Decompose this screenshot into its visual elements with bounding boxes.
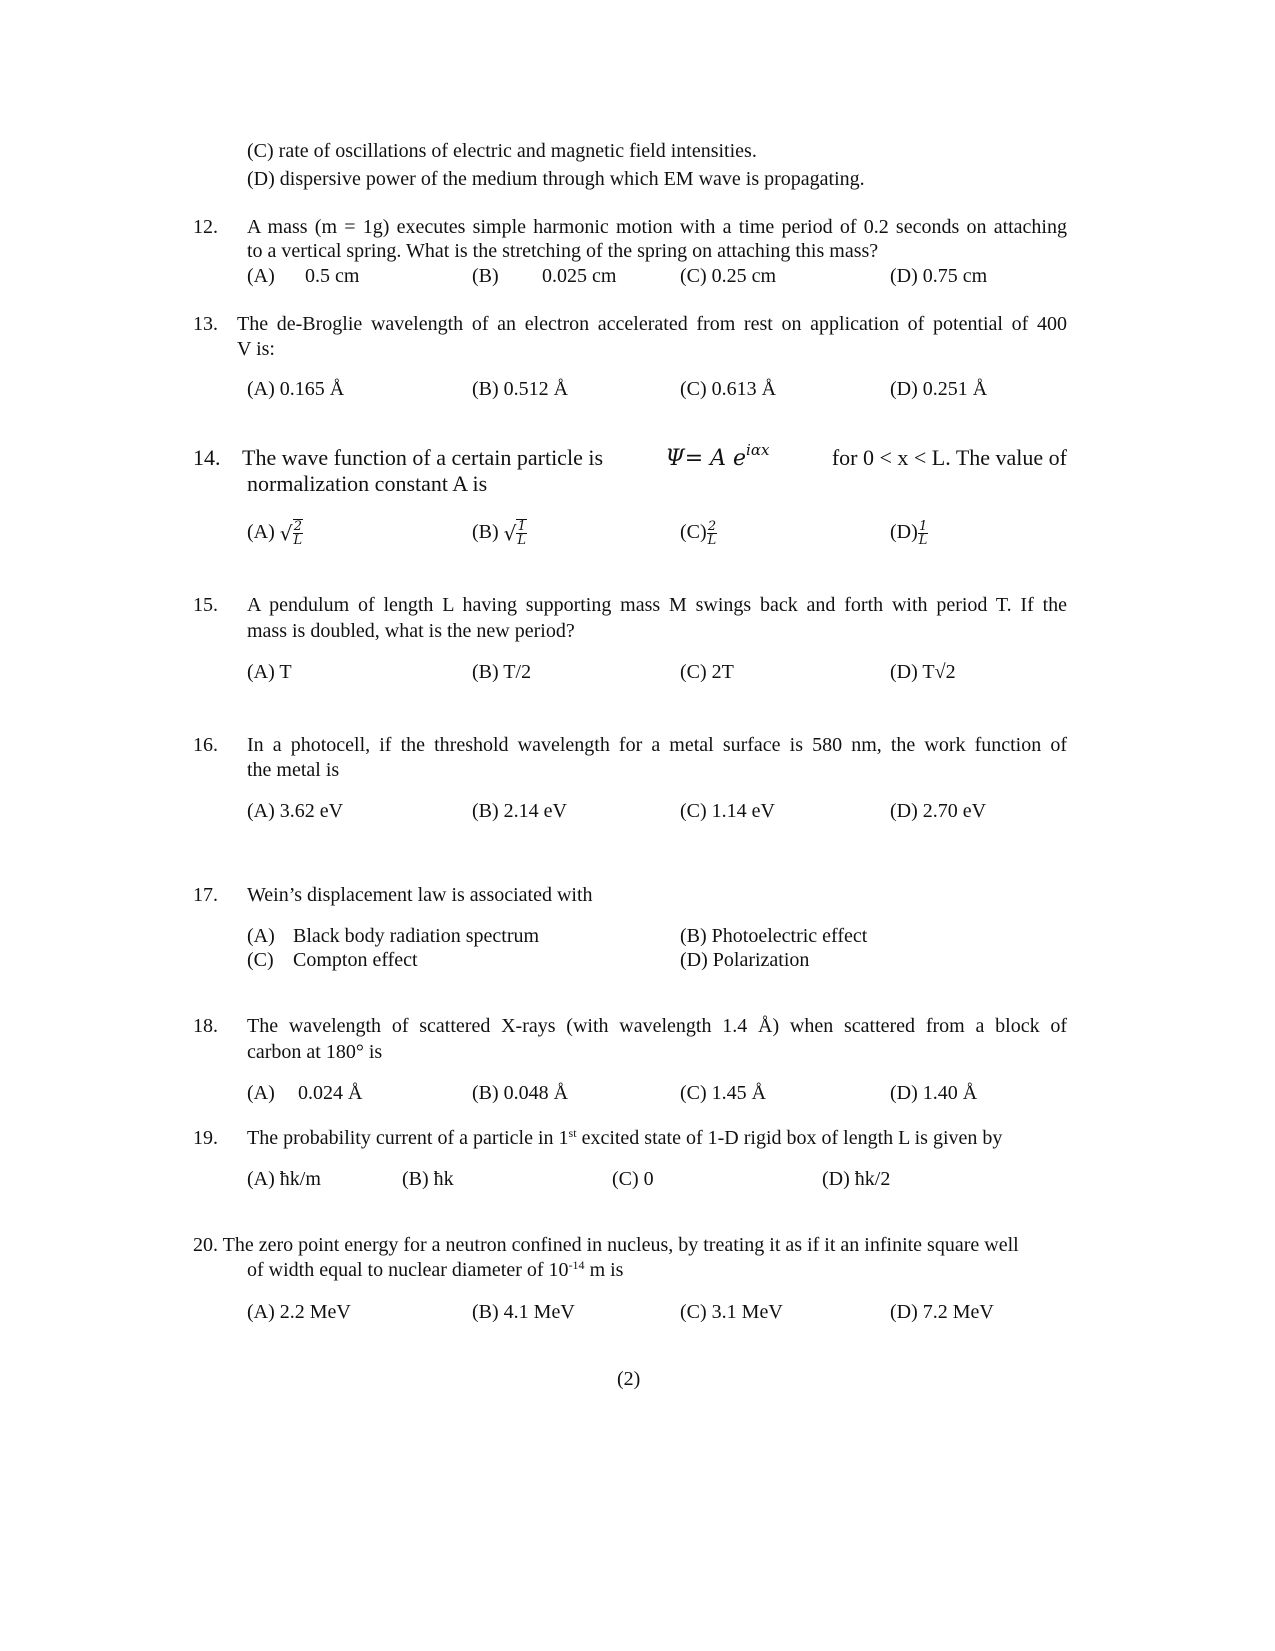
q18-option-a-label: (A) [247, 1082, 275, 1104]
q12-number: 12. [193, 216, 218, 238]
q14-option-d-numerator: 1 [918, 518, 928, 534]
q17-number: 17. [193, 884, 218, 906]
q20-text-line2-post: m is [584, 1259, 624, 1281]
q17-option-c-value: Compton effect [293, 949, 418, 971]
q19-option-c: (C) 0 [612, 1168, 654, 1190]
q14-text-line2: normalization constant A is [247, 471, 488, 496]
q14-psi: Ψ [665, 446, 685, 471]
q12-option-a-label: (A) [247, 265, 275, 287]
q14-text-post: for 0 < x < L. The value of [831, 445, 1067, 470]
q18-option-c: (C) 1.45 Å [680, 1082, 767, 1104]
q14-text-line1 [242, 441, 1067, 473]
q13-option-b: (B) 0.512 Å [472, 378, 569, 400]
q14-option-b-label: (B) [472, 521, 499, 543]
q13-text-line2: V is: [237, 338, 275, 360]
q16-option-b: (B) 2.14 eV [472, 800, 567, 822]
q14-option-b-numerator: 1 [517, 519, 526, 535]
q20-text-line2 [247, 1258, 623, 1283]
q20-text-line2-sup: -14 [568, 1258, 585, 1272]
q13-text-line1: The de-Broglie wavelength of an electron accelerated from rest on application of potential of 400 [237, 313, 1067, 335]
q17-option-a-value: Black body radiation spectrum [293, 925, 540, 947]
q20-option-a: (A) 2.2 MeV [247, 1301, 351, 1323]
q12-option-b-value: 0.025 cm [542, 265, 617, 287]
q13-number: 13. [193, 313, 218, 335]
q18-number: 18. [193, 1015, 218, 1037]
q18-option-d: (D) 1.40 Å [890, 1082, 978, 1104]
page-number: (2) [617, 1368, 641, 1390]
q16-option-a: (A) 3.62 eV [247, 800, 344, 822]
q19-text-pre: The probability current of a particle in 1 [247, 1127, 569, 1149]
q12-option-d: (D) 0.75 cm [890, 265, 988, 287]
q16-option-c: (C) 1.14 eV [680, 800, 775, 822]
q17-option-b: (B) Photoelectric effect [680, 925, 868, 947]
q14-option-a-label: (A) [247, 521, 275, 543]
q16-text-line1: In a photocell, if the threshold wavelength for a metal surface is 580 nm, the work function of [247, 734, 1067, 756]
q14-option-c-numerator: 2 [707, 518, 717, 534]
q11-option-c: (C) rate of oscillations of electric and magnetic field intensities. [247, 140, 757, 162]
q14-option-b [472, 515, 527, 550]
q12-option-c: (C) 0.25 cm [680, 265, 777, 287]
q14-exponent: iαx [746, 441, 770, 459]
q19-text-post: excited state of 1-D rigid box of length L is given by [576, 1127, 1003, 1149]
q14-option-b-denominator: L [517, 533, 527, 549]
q14-option-d-denominator: L [918, 532, 928, 548]
sqrt-icon: √ [503, 521, 517, 546]
q18-text-line2: carbon at 180° is [247, 1041, 383, 1063]
q17-text: Wein’s displacement law is associated with [247, 884, 593, 906]
q14-option-a [247, 515, 303, 550]
q14-option-d-label: (D) [890, 521, 918, 543]
q15-option-c: (C) 2T [680, 661, 734, 683]
q14-option-d [890, 515, 928, 549]
q15-option-a: (A) T [247, 661, 292, 683]
q15-text-line2: mass is doubled, what is the new period? [247, 620, 575, 642]
q20-text-line1: 20. The zero point energy for a neutron confined in nucleus, by treating it as if it an infinite square well [193, 1234, 1019, 1256]
q16-number: 16. [193, 734, 218, 756]
q12-option-b-label: (B) [472, 265, 499, 287]
q14-option-c-label: (C) [680, 521, 707, 543]
q18-text-line1: The wavelength of scattered X-rays (with wavelength 1.4 Å) when scattered from a block of [247, 1015, 1067, 1037]
q16-option-d: (D) 2.70 eV [890, 800, 987, 822]
q14-number: 14. [193, 445, 221, 470]
q11-option-d: (D) dispersive power of the medium through which EM wave is propagating. [247, 168, 865, 190]
q19-text [247, 1126, 1002, 1151]
q19-option-a: (A) ħk/m [247, 1168, 321, 1190]
q19-option-b: (B) ħk [402, 1168, 454, 1190]
q20-option-c: (C) 3.1 MeV [680, 1301, 783, 1323]
q13-option-a: (A) 0.165 Å [247, 378, 345, 400]
q17-option-a-label: (A) [247, 925, 275, 947]
q20-option-b: (B) 4.1 MeV [472, 1301, 575, 1323]
q15-option-b: (B) T/2 [472, 661, 532, 683]
q14-option-a-numerator: 2 [293, 519, 302, 535]
q12-text-line1: A mass (m = 1g) executes simple harmonic motion with a time period of 0.2 seconds on attaching [247, 216, 1067, 238]
q12-option-a-value: 0.5 cm [305, 265, 360, 287]
q20-text-line2-pre: of width equal to nuclear diameter of 10 [247, 1259, 569, 1281]
q14-option-c-denominator: L [707, 532, 717, 548]
q17-option-c-label: (C) [247, 949, 274, 971]
q19-number: 19. [193, 1127, 218, 1149]
q15-option-d: (D) T√2 [890, 661, 956, 683]
q14-option-c [680, 515, 717, 549]
q17-option-d: (D) Polarization [680, 949, 810, 971]
q20-option-d: (D) 7.2 MeV [890, 1301, 994, 1323]
sqrt-icon: √ [279, 521, 293, 546]
q14-text-pre: The wave function of a certain particle is [242, 445, 604, 470]
q14-option-a-denominator: L [293, 533, 303, 549]
q14-equation: = A e [684, 446, 747, 471]
q14-wavefunction [665, 441, 770, 473]
q15-text-line1: A pendulum of length L having supporting mass M swings back and forth with period T. If the [247, 594, 1067, 616]
q15-number: 15. [193, 594, 218, 616]
q18-option-a-value: 0.024 Å [298, 1082, 363, 1104]
q19-option-d: (D) ħk/2 [822, 1168, 891, 1190]
q18-option-b: (B) 0.048 Å [472, 1082, 569, 1104]
q13-option-c: (C) 0.613 Å [680, 378, 777, 400]
q16-text-line2: the metal is [247, 759, 340, 781]
q13-option-d: (D) 0.251 Å [890, 378, 988, 400]
q19-text-sup: st [568, 1126, 577, 1140]
q12-text-line2: to a vertical spring. What is the stretching of the spring on attaching this mass? [247, 240, 879, 262]
